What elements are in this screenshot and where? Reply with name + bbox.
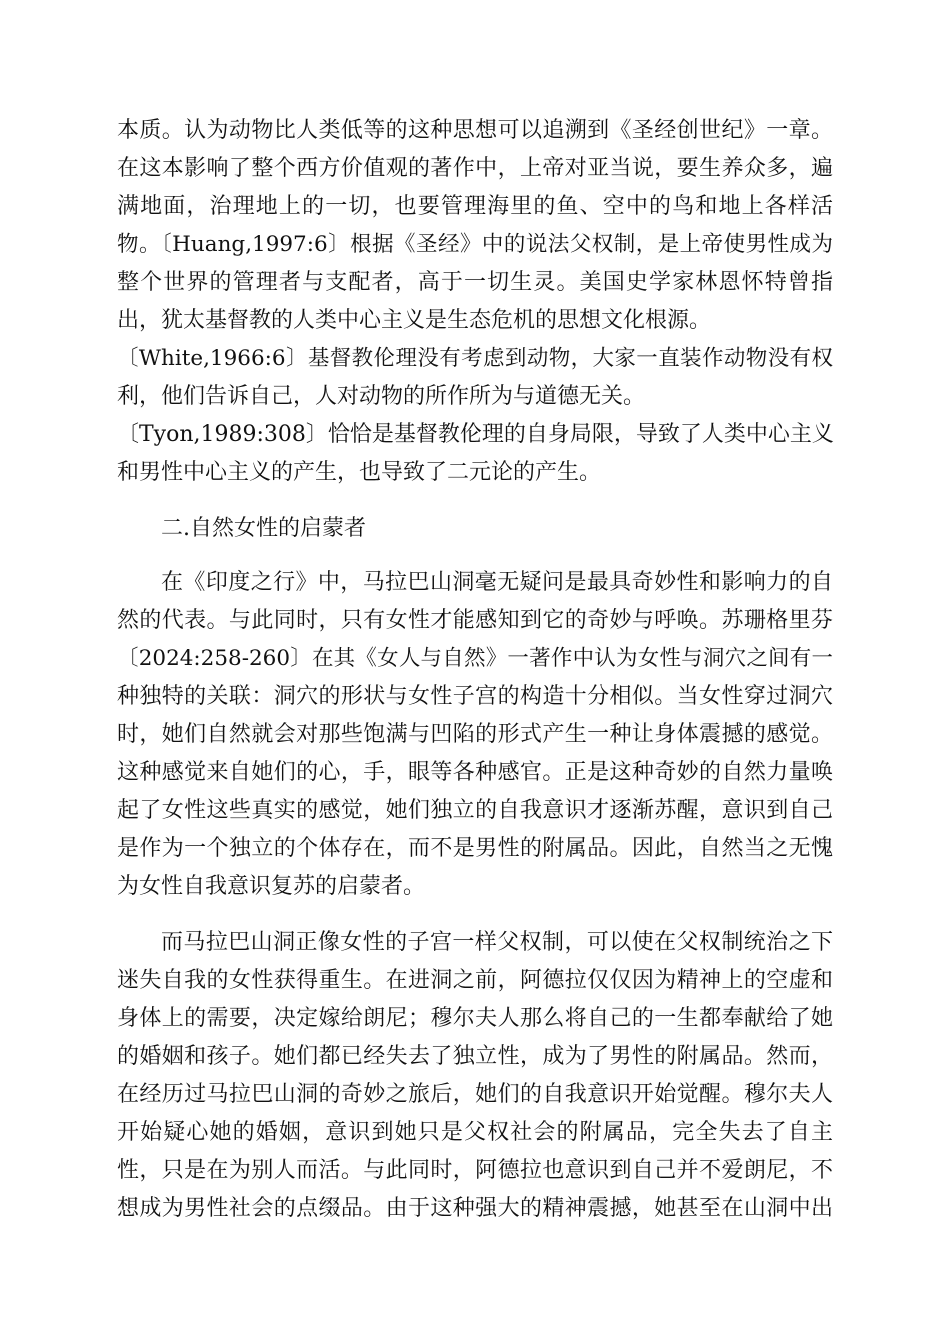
text-line: 时，她们自然就会对那些饱满与凹陷的形式产生一种让身体震撼的感觉。 [117,722,833,747]
text-line: 〔Tyon,1989:308〕恰恰是基督教伦理的自身局限，导致了人类中心主义 [117,422,834,447]
text-line: 身体上的需要，决定嫁给朗尼；穆尔夫人那么将自己的一生都奉献给了她 [117,1006,833,1031]
text-line: 〔White,1966:6〕基督教伦理没有考虑到动物，大家一直装作动物没有权 [117,346,833,371]
text-line: 物。〔Huang,1997:6〕根据《圣经》中的说法父权制，是上帝使男性成为 [117,232,833,257]
text-line: 想成为男性社会的点缀品。由于这种强大的精神震撼，她甚至在山洞中出 [117,1196,833,1221]
text-line: 而马拉巴山洞正像女性的子宫一样父权制，可以使在父权制统治之下 [161,930,833,955]
text-line: 开始疑心她的婚姻，意识到她只是父权社会的附属品，完全失去了自主 [117,1120,833,1145]
text-line: 和男性中心主义的产生，也导致了二元论的产生。 [117,460,602,485]
text-line: 是作为一个独立的个体存在，而不是男性的附属品。因此，自然当之无愧 [117,836,833,861]
text-line: 这种感觉来自她们的心，手，眼等各种感官。正是这种奇妙的自然力量唤 [117,760,833,785]
text-line: 在经历过马拉巴山洞的奇妙之旅后，她们的自我意识开始觉醒。穆尔夫人 [117,1082,833,1107]
text-line: 迷失自我的女性获得重生。在进洞之前，阿德拉仅仅因为精神上的空虚和 [117,968,833,993]
text-line: 本质。认为动物比人类低等的这种思想可以追溯到《圣经创世纪》一章。 [117,118,833,143]
text-line: 起了女性这些真实的感觉，她们独立的自我意识才逐渐苏醒，意识到自己 [117,798,833,823]
text-line: 然的代表。与此同时，只有女性才能感知到它的奇妙与呼唤。苏珊格里芬 [117,608,833,633]
text-line: 整个世界的管理者与支配者，高于一切生灵。美国史学家林恩怀特曾指 [117,270,833,295]
text-line: 〔2024:258-260〕在其《女人与自然》一著作中认为女性与洞穴之间有一 [117,646,833,671]
text-line: 种独特的关联：洞穴的形状与女性子宫的构造十分相似。当女性穿过洞穴 [117,684,833,709]
text-line: 为女性自我意识复苏的启蒙者。 [117,874,426,899]
text-line: 在《印度之行》中，马拉巴山洞毫无疑问是最具奇妙性和影响力的自 [161,570,833,595]
text-line: 利，他们告诉自己，人对动物的所作所为与道德无关。 [117,384,646,409]
text-line: 出，犹太基督教的人类中心主义是生态危机的思想文化根源。 [117,308,712,333]
text-line: 的婚姻和孩子。她们都已经失去了独立性，成为了男性的附属品。然而， [117,1044,833,1069]
section-heading: 二.自然女性的启蒙者 [161,516,366,541]
text-line: 满地面，治理地上的一切，也要管理海里的鱼、空中的鸟和地上各样活 [117,194,833,219]
text-line: 性，只是在为别人而活。与此同时，阿德拉也意识到自己并不爱朗尼，不 [117,1158,833,1183]
text-line: 在这本影响了整个西方价值观的著作中，上帝对亚当说，要生养众多，遍 [117,156,833,181]
